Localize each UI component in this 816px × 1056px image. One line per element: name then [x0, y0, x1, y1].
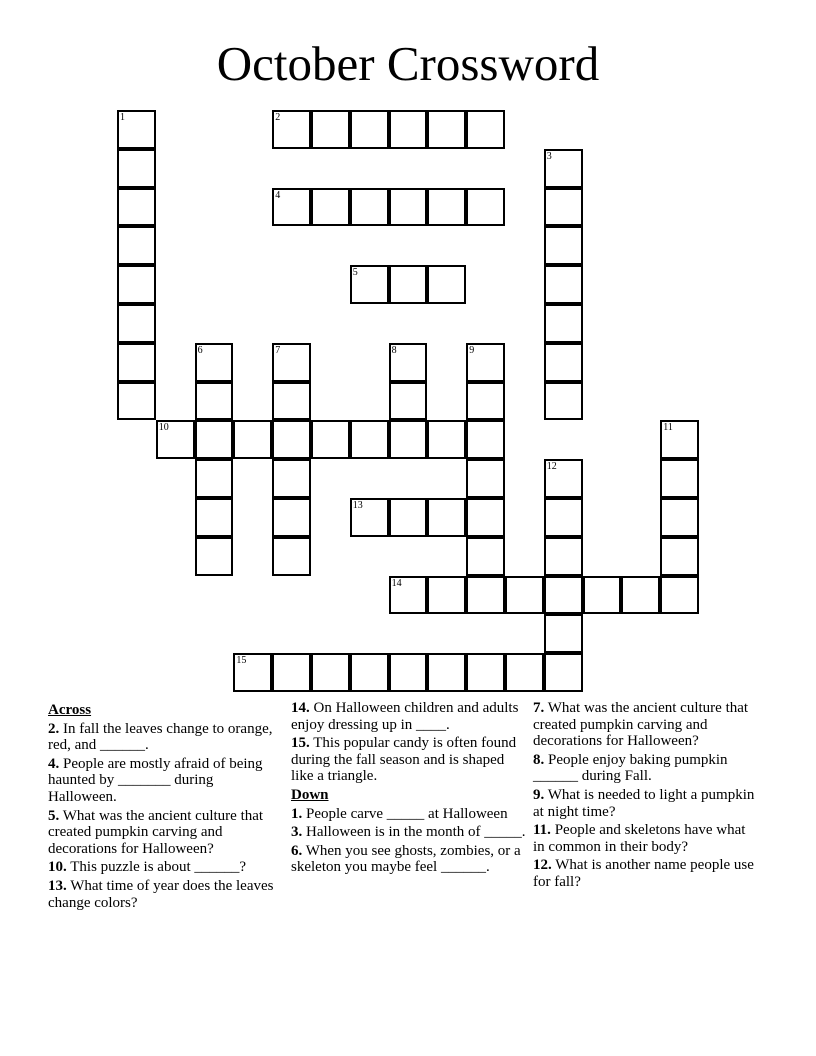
grid-cell[interactable]: [660, 420, 699, 459]
grid-cell[interactable]: [272, 188, 311, 227]
clue-across-4: 4. People are mostly afraid of being haunted by _______ during Halloween.: [48, 755, 263, 805]
grid-cell[interactable]: [544, 149, 583, 188]
clues-column-2: [291, 700, 527, 878]
grid-cell[interactable]: [389, 265, 428, 304]
grid-cell[interactable]: [117, 226, 156, 265]
grid-cell[interactable]: [389, 188, 428, 227]
grid-cell[interactable]: [544, 498, 583, 537]
clue-down-8: 8. People enjoy baking pumpkin ______ during Fall.: [533, 751, 728, 785]
grid-cell[interactable]: [660, 537, 699, 576]
grid-cell[interactable]: [350, 498, 389, 537]
grid-cell[interactable]: [117, 265, 156, 304]
grid-cell[interactable]: [505, 576, 544, 615]
grid-cell[interactable]: [427, 188, 466, 227]
grid-cell[interactable]: [195, 498, 234, 537]
grid-cell[interactable]: [389, 653, 428, 692]
grid-cell[interactable]: [583, 576, 622, 615]
clue-down-11: 11. People and skeletons have what in common in their body?: [533, 822, 746, 855]
grid-cell[interactable]: [544, 576, 583, 615]
grid-cell[interactable]: [117, 343, 156, 382]
grid-cell[interactable]: [117, 382, 156, 421]
grid-cell[interactable]: [389, 343, 428, 382]
grid-cell[interactable]: [389, 110, 428, 149]
grid-cell[interactable]: [544, 226, 583, 265]
grid-cell[interactable]: [544, 188, 583, 227]
grid-cell[interactable]: [466, 459, 505, 498]
clues-column-3: [533, 700, 758, 893]
grid-cell[interactable]: [660, 576, 699, 615]
down-heading: Down: [291, 786, 329, 803]
grid-cell[interactable]: [350, 110, 389, 149]
cell-number: 13: [352, 500, 363, 511]
grid-cell[interactable]: [505, 653, 544, 692]
grid-cell[interactable]: [660, 459, 699, 498]
cell-number: 11: [663, 422, 673, 434]
grid-cell[interactable]: [389, 382, 428, 421]
grid-cell[interactable]: [272, 537, 311, 576]
grid-cell[interactable]: [350, 653, 389, 692]
grid-cell[interactable]: [272, 653, 311, 692]
grid-cell[interactable]: [466, 382, 505, 421]
grid-cell[interactable]: [233, 420, 272, 459]
grid-cell[interactable]: [195, 537, 234, 576]
grid-cell[interactable]: [544, 343, 583, 382]
grid-cell[interactable]: [311, 420, 350, 459]
grid-cell[interactable]: [195, 343, 234, 382]
grid-cell[interactable]: [272, 459, 311, 498]
clue-down-7: 7. What was the ancient culture that created pumpkin carving and decorations for Halloween?: [533, 700, 749, 750]
grid-cell[interactable]: [311, 188, 350, 227]
cell-number: 15: [236, 655, 247, 667]
grid-cell[interactable]: [466, 576, 505, 615]
grid-cell[interactable]: [466, 343, 505, 382]
cell-number: 8: [391, 344, 397, 356]
grid-cell[interactable]: [117, 304, 156, 343]
grid-cell[interactable]: [466, 110, 505, 149]
grid-cell[interactable]: [195, 420, 234, 459]
grid-cell[interactable]: [117, 188, 156, 227]
grid-cell[interactable]: [311, 653, 350, 692]
grid-cell[interactable]: [466, 653, 505, 692]
cell-number: 9: [469, 344, 475, 356]
clue-across-5: 5. What was the ancient culture that created pumpkin carving and decorations for Halloween?: [48, 807, 264, 857]
cell-number: 5: [352, 267, 358, 279]
grid-cell[interactable]: [427, 420, 466, 459]
clue-down-9: 9. What is needed to light a pumpkin at night time?: [533, 786, 755, 820]
grid-cell[interactable]: [272, 498, 311, 537]
grid-cell[interactable]: [272, 420, 311, 459]
cell-number: 10: [158, 422, 169, 434]
grid-cell[interactable]: [427, 653, 466, 692]
cell-number: 4: [275, 189, 281, 201]
grid-cell[interactable]: [660, 498, 699, 537]
grid-cell[interactable]: [233, 653, 272, 692]
cell-number: 14: [391, 577, 402, 589]
grid-cell[interactable]: [427, 498, 466, 537]
grid-cell[interactable]: [350, 420, 389, 459]
clue-down-1: 1. People carve _____ at Halloween: [291, 805, 508, 822]
grid-cell[interactable]: [466, 420, 505, 459]
grid-cell[interactable]: [156, 420, 195, 459]
grid-cell[interactable]: [427, 265, 466, 304]
grid-cell[interactable]: [389, 576, 428, 615]
grid-cell[interactable]: [544, 304, 583, 343]
grid-cell[interactable]: [466, 537, 505, 576]
clues-column-1: [48, 700, 280, 913]
grid-cell[interactable]: [350, 188, 389, 227]
across-heading: Across: [48, 702, 92, 718]
grid-cell[interactable]: [544, 459, 583, 498]
grid-cell[interactable]: [544, 653, 583, 692]
cell-number: 12: [546, 461, 557, 473]
grid-cell[interactable]: [427, 576, 466, 615]
grid-cell[interactable]: [272, 343, 311, 382]
page-title: October Crossword: [216, 36, 600, 91]
cell-number: 1: [120, 112, 125, 123]
grid-cell[interactable]: [389, 498, 428, 537]
clue-across-15: 15. This popular candy is often found during the fall season and is shaped like a triangle.: [291, 735, 517, 785]
grid-cell[interactable]: [117, 149, 156, 188]
clue-down-3: 3. Halloween is in the month of _____.: [291, 824, 526, 841]
grid-cell[interactable]: [195, 459, 234, 498]
grid-cell[interactable]: [544, 265, 583, 304]
clue-across-14: 14. On Halloween children and adults enjoy dressing up in ____.: [291, 700, 519, 733]
clue-across-2: 2. In fall the leaves change to orange, red, and ______.: [48, 720, 273, 754]
cell-number: 6: [197, 344, 203, 356]
grid-cell[interactable]: [544, 382, 583, 421]
cell-number: 7: [275, 344, 281, 356]
cell-number: 2: [275, 112, 281, 123]
clue-down-12: 12. What is another name people use for fall?: [533, 857, 754, 890]
cell-number: 3: [546, 150, 552, 162]
grid-cell[interactable]: [272, 382, 311, 421]
grid-cell[interactable]: [117, 110, 156, 149]
grid-cell[interactable]: [544, 614, 583, 653]
grid-cell[interactable]: [389, 420, 428, 459]
clue-across-13: 13. What time of year does the leaves change colors?: [48, 877, 274, 911]
grid-cell[interactable]: [427, 110, 466, 149]
grid-cell[interactable]: [311, 110, 350, 149]
grid-cell[interactable]: [272, 110, 311, 149]
grid-cell[interactable]: [466, 498, 505, 537]
grid-cell[interactable]: [195, 382, 234, 421]
grid-cell[interactable]: [544, 537, 583, 576]
clue-down-6: 6. When you see ghosts, zombies, or a skeleton you maybe feel ______.: [291, 842, 521, 876]
grid-cell[interactable]: [621, 576, 660, 615]
clue-across-10: 10. This puzzle is about ______?: [48, 859, 247, 876]
grid-cell[interactable]: [466, 188, 505, 227]
grid-cell[interactable]: [350, 265, 389, 304]
